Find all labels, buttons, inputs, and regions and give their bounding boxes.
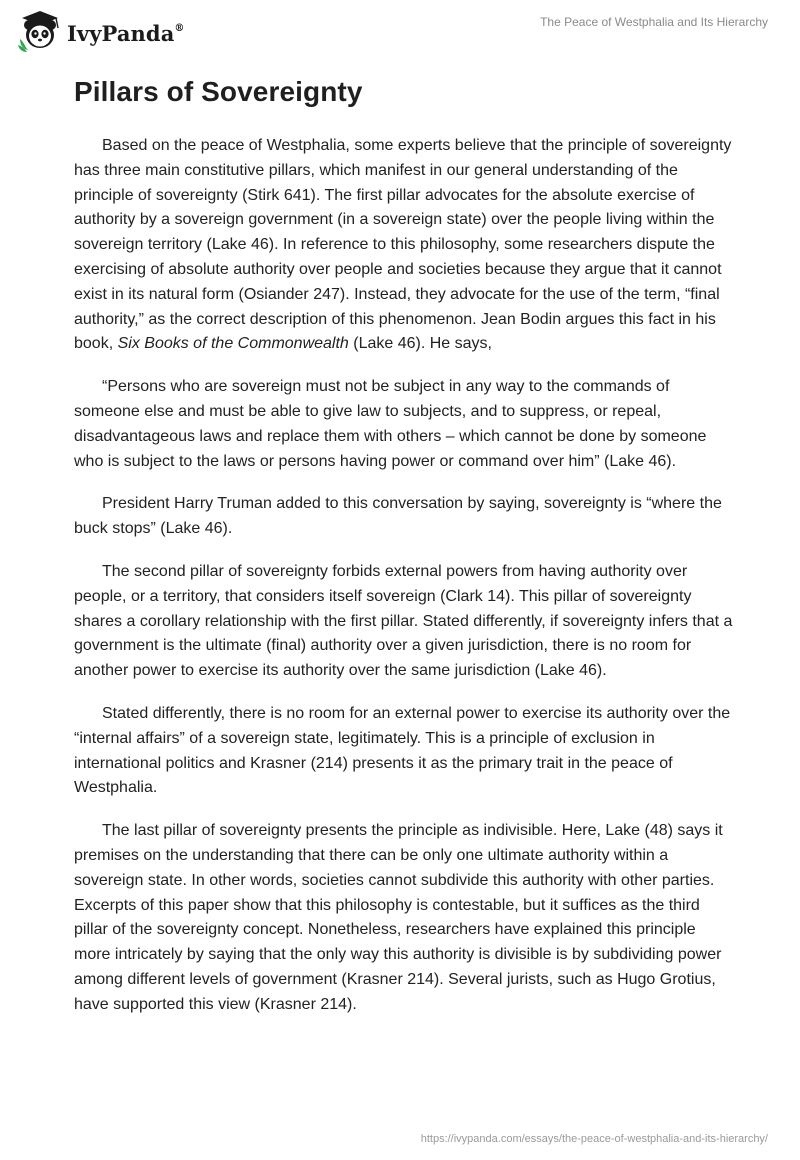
article xyxy=(74,76,734,1036)
paragraph-1-end: (Lake 46). He says, xyxy=(348,335,492,353)
section-heading: Pillars of Sovereignty xyxy=(74,76,363,107)
paragraph-5: Stated differently, there is no room for an external power to exercise its authority over the “internal affairs” of a sovereign state, legitimately. This is a principle of exclusion in international politics and Krasner (214) presents it as the primary trait in the peace of Westphalia. xyxy=(74,704,731,797)
logo-wordmark xyxy=(67,21,185,46)
paragraph-4: The second pillar of sovereignty forbids external powers from having authority over people, or a territory, that considers itself sovereign (Clark 14). This pillar of sovereignty shares a corollary relationship with the first pillar. Stated differently, if sovereignty infers that a government is the ultimate (final) authority over a given jurisdiction, there is no room for another power to exercise its authority over the same jurisdiction (Lake 46). xyxy=(74,562,733,680)
source-url[interactable]: https://ivypanda.com/essays/the-peace-of-westphalia-and-its-hierarchy/ xyxy=(420,1133,768,1145)
logo-wordmark-text: IvyPanda xyxy=(67,20,175,46)
page-header xyxy=(0,0,800,60)
paragraph-1-text: Based on the peace of Westphalia, some experts believe that the principle of sovereignty has three main constitutive pillars, which manifest in our general understanding of the principle of sovereignty (Stirk 641). The first pillar advocates for the absolute exercise of authority by a sovereign government (in a sovereign state) over the people living within the sovereign territory (Lake 46). In reference to this philosophy, some researchers dispute the exercising of absolute authority over people and societies because they argue that it cannot exist in its natural form (Osiander 247). Instead, they advocate for the use of the term, “final authority,” as the correct description of this phenomenon. Jean Bodin argues this fact in his book, xyxy=(74,137,732,353)
ivypanda-logo[interactable] xyxy=(16,9,185,53)
panda-graduation-cap-icon xyxy=(16,9,64,53)
paragraph-3: President Harry Truman added to this conversation by saying, sovereignty is “where the buck stops” (Lake 46). xyxy=(74,495,722,538)
registered-mark: ® xyxy=(174,22,185,34)
article-body xyxy=(74,134,734,1018)
paragraph-6: The last pillar of sovereignty presents the principle as indivisible. Here, Lake (48) says it premises on the understanding that there can be only one ultimate authority within a sovereign state. In other words, societies cannot subdivide this authority with other parties. Excerpts of this paper show that this philosophy is contestable, but it suffices as the third pillar of the sovereignty concept. Nonetheless, researchers have explained this principle more intricately by saying that the only way this authority is divisible is by subdividing power among different levels of government (Krasner 214). Several jurists, such as Hugo Grotius, have supported this view (Krasner 214). xyxy=(74,822,723,1013)
paragraph-1 xyxy=(74,134,734,357)
block-quote: “Persons who are sovereign must not be subject in any way to the commands of someone else and must be able to give law to subjects, and to suppress, or repeal, disadvantageous laws and replace them with others – which cannot be done by someone who is subject to the laws or persons having power or command over him” (Lake 46). xyxy=(74,378,707,470)
book-title: Six Books of the Commonwealth xyxy=(117,335,349,353)
document-title: The Peace of Westphalia and Its Hierarchy xyxy=(540,15,768,29)
